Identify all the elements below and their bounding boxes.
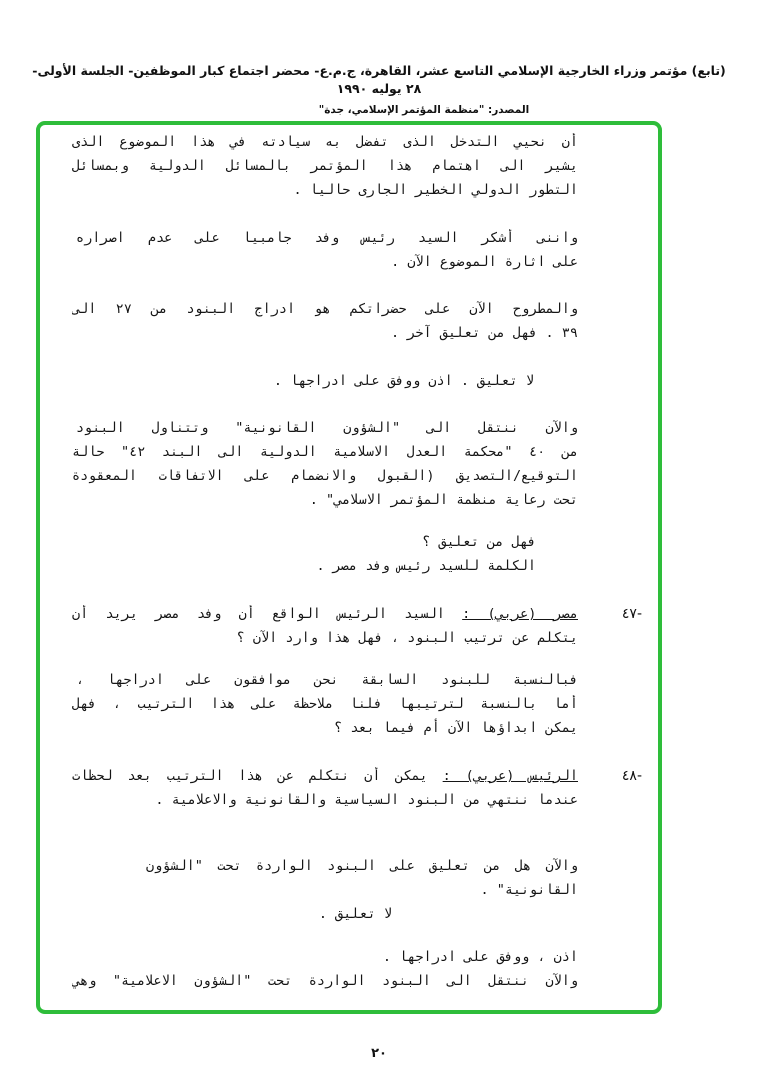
text-line: تحت رعاية منظمة المؤتمر الاسلامي" . bbox=[309, 492, 578, 508]
text-line: فهل من تعليق ؟ bbox=[422, 534, 536, 550]
text-line: أما بالنسبة لترتيبها فلنا ملاحظة على هذا الترتيب ، فهل bbox=[72, 696, 578, 712]
speaker-line bbox=[72, 605, 578, 623]
text-line: التطور الدولي الخطير الجارى حاليا . bbox=[293, 182, 578, 198]
speaker-label: مصر (عربي) : bbox=[462, 606, 578, 622]
text-line: عندما ننتهي من البنود السياسية والقانونية والاعلامية . bbox=[155, 792, 578, 808]
text-line: يمكن ابداؤها الآن أم فيما بعد ؟ bbox=[334, 720, 578, 736]
text-line: على اثارة الموضوع الآن . bbox=[391, 254, 578, 270]
text-line: واننى أشكر السيد رئيس وفد جامبيا على عدم اصراره bbox=[76, 230, 578, 246]
header-source: المصدر: "منظمة المؤتمر الإسلامي، جدة" bbox=[318, 104, 530, 116]
item-number: -٤٨ bbox=[621, 768, 642, 784]
text-line: التوقيع/التصديق (القبول والانضمام على الاتفاقات المعقودة bbox=[72, 468, 578, 484]
text-line: والمطروح الآن على حضراتكم هو ادراج البنود من ٢٧ الى bbox=[72, 301, 578, 317]
text-line: والآن هل من تعليق على البنود الواردة تحت "الشؤون bbox=[146, 858, 578, 874]
speaker-label: الرئيس (عربي) : bbox=[442, 768, 578, 784]
header-title: (تابع) مؤتمر وزراء الخارجية الإسلامي التاسع عشر، القاهرة، ج.م.ع- محضر اجتماع كبار الموظفين- الجلسة الأولى- ٢٨ يوليه ١٩٩٠ bbox=[32, 63, 726, 96]
text-line: والآن ننتقل الى "الشؤون القانونية" وتتناول البنود bbox=[76, 420, 578, 436]
item-number: -٤٧ bbox=[621, 606, 642, 622]
text-line: اذن ، ووفق على ادراجها . bbox=[382, 949, 578, 965]
text-line: يشير الى اهتمام هذا المؤتمر بالمسائل الدولية وبمسائل bbox=[72, 158, 578, 174]
page-number: ٢٠ bbox=[371, 1046, 387, 1061]
text-line: من ٤٠ "محكمة العدل الاسلامية الدولية الى البند ٤٢" حالة bbox=[72, 444, 578, 460]
text-line: الكلمة للسيد رئيس وفد مصر . bbox=[316, 558, 536, 574]
text-line: لا تعليق . bbox=[318, 906, 392, 922]
document-header bbox=[30, 62, 728, 119]
text-line: فبالنسبة للبنود السابقة نحن موافقون على ادراجها ، bbox=[76, 672, 578, 688]
text-line: أن نحيي التدخل الذى تفضل به سيادته في هذا الموضوع الذى bbox=[72, 134, 578, 150]
speaker-text: يمكن أن نتكلم عن هذا الترتيب بعد لحظات bbox=[72, 768, 428, 784]
speaker-line bbox=[72, 767, 578, 785]
text-line: والآن ننتقل الى البنود الواردة تحت "الشؤون الاعلامية" وهي bbox=[72, 973, 578, 989]
text-line: يتكلم عن ترتيب البنود ، فهل هذا وارد الآن ؟ bbox=[236, 630, 578, 646]
text-line: ٣٩ . فهل من تعليق آخر . bbox=[391, 325, 578, 341]
text-line: لا تعليق . اذن ووفق على ادراجها . bbox=[273, 373, 534, 389]
text-line: القانونية" . bbox=[480, 882, 578, 898]
speaker-text: السيد الرئيس الواقع أن وفد مصر يريد أن bbox=[72, 606, 445, 622]
